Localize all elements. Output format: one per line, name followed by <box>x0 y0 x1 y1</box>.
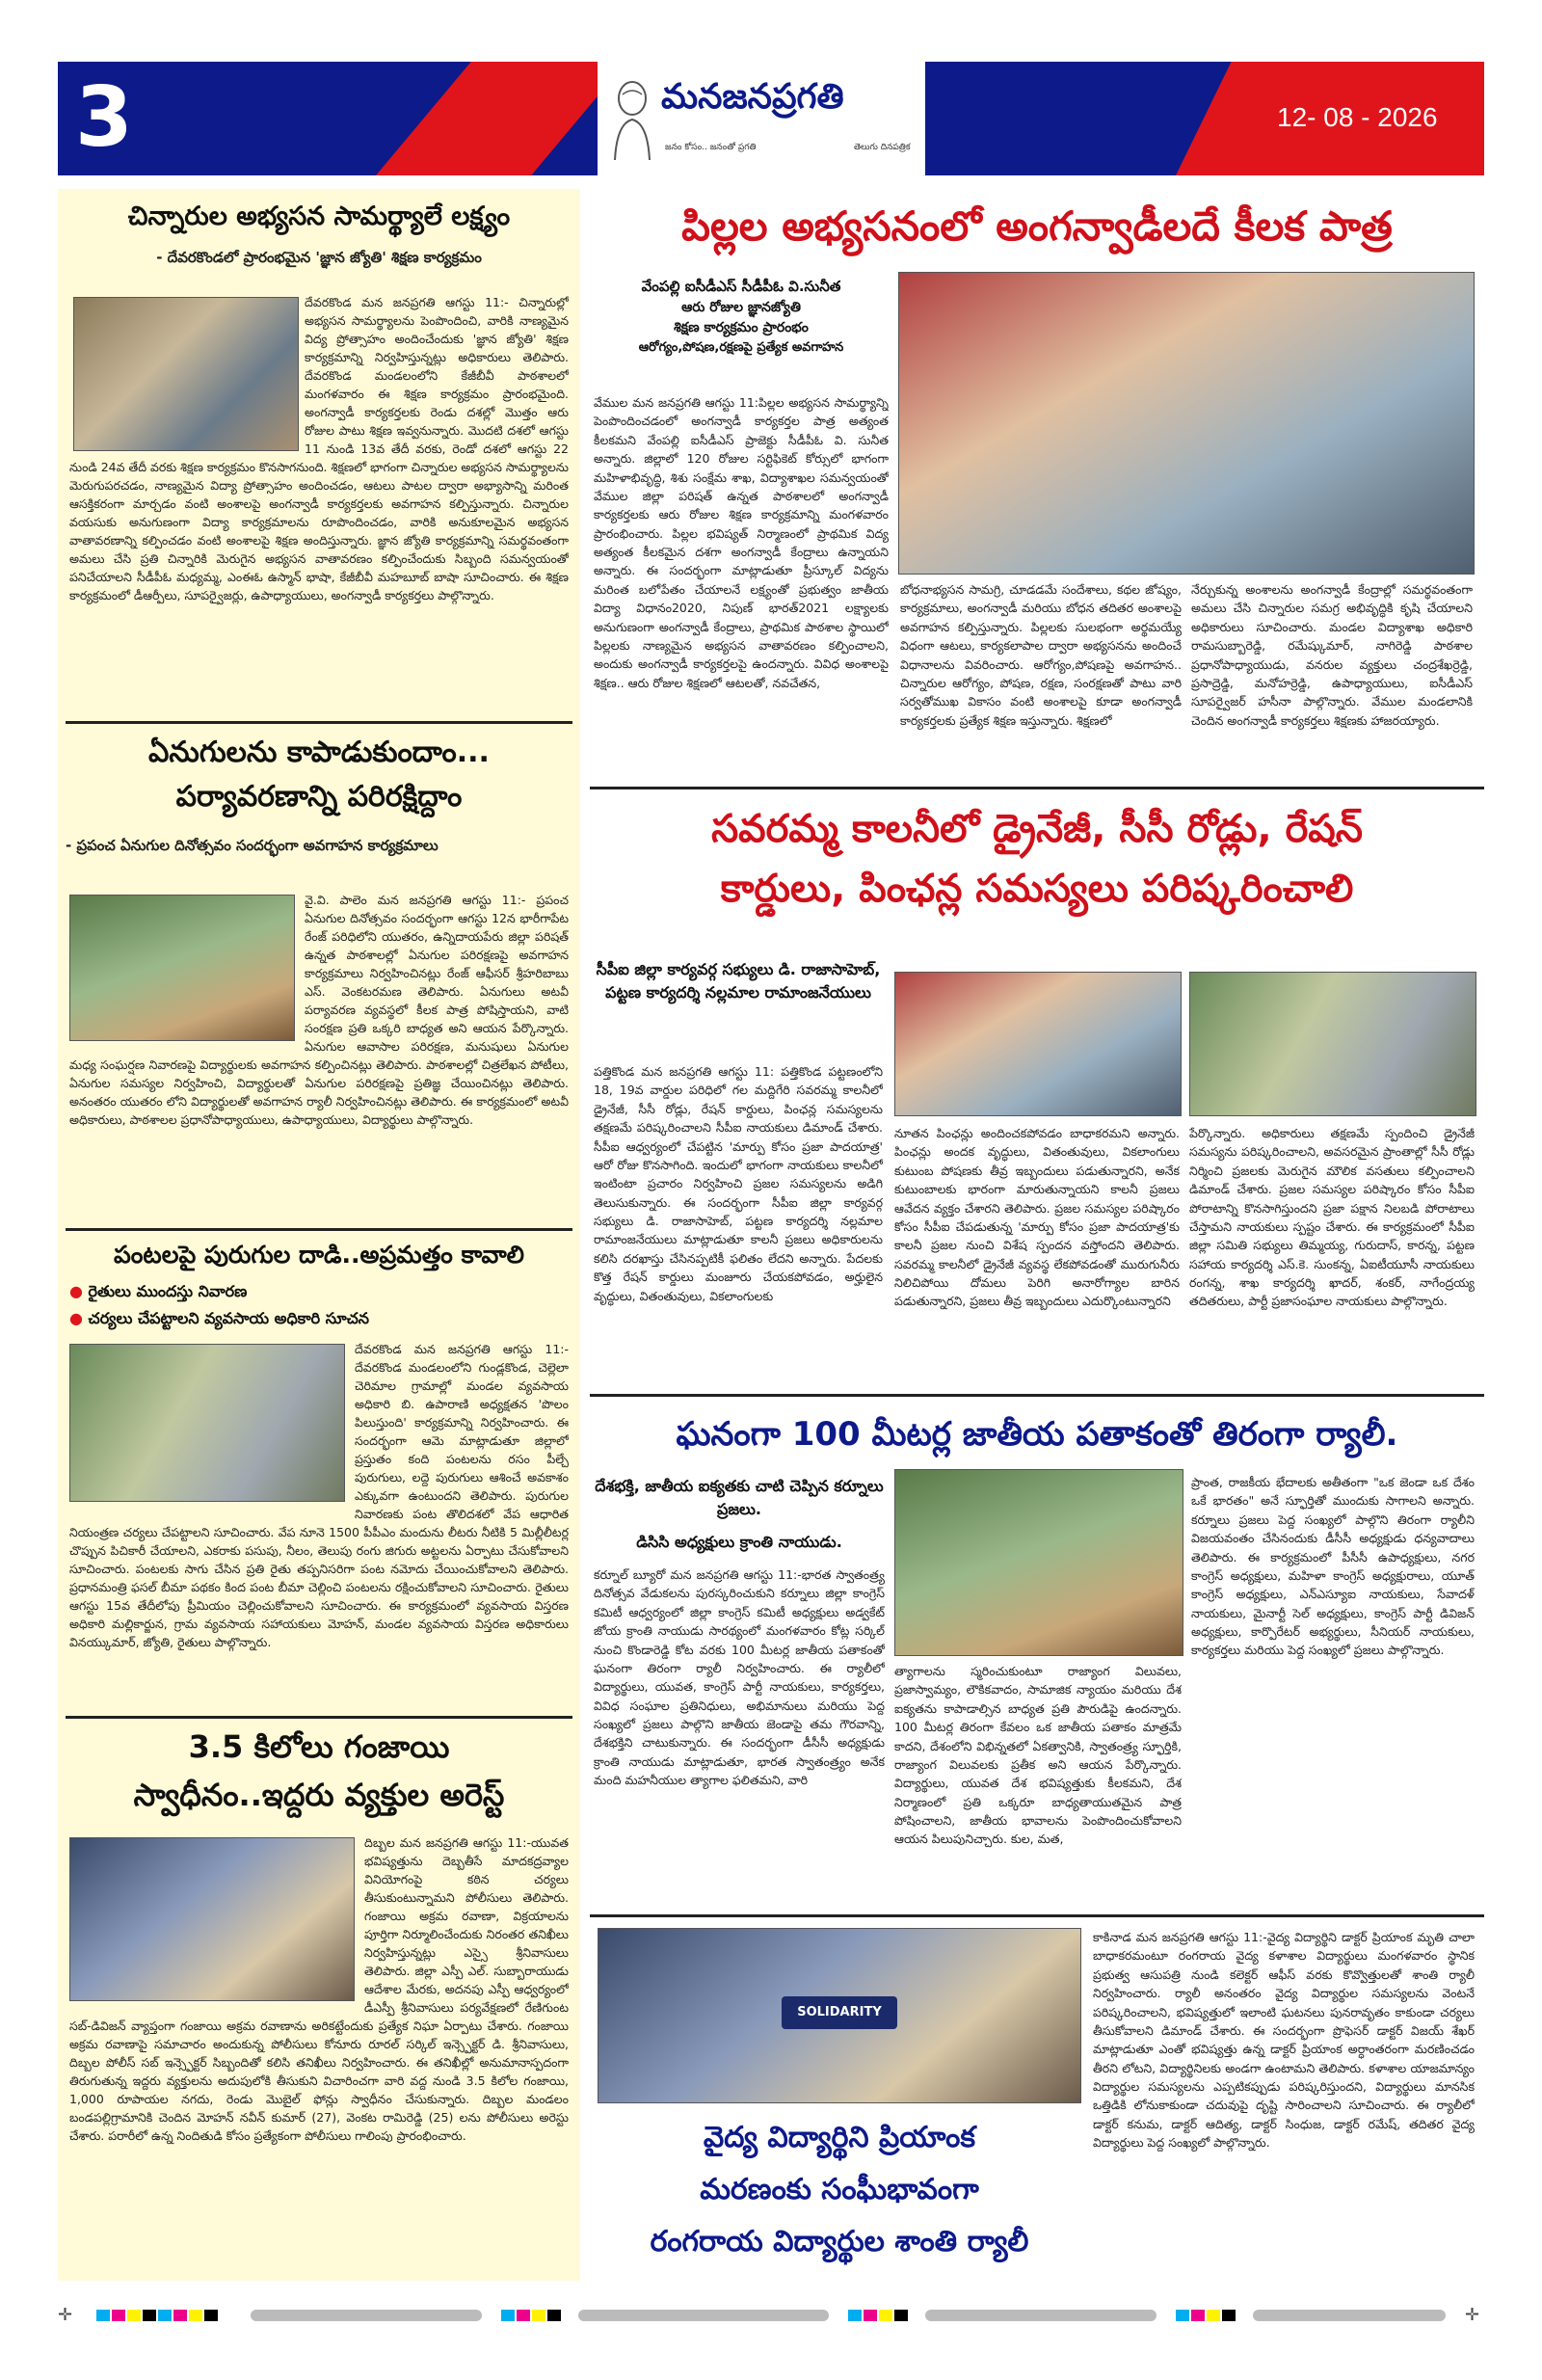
story-column <box>1191 1473 1475 1905</box>
gray-bar <box>578 2310 829 2321</box>
color-swatch <box>517 2310 530 2321</box>
paper-name: మనజనప్రగతి <box>661 77 844 117</box>
story-column <box>594 1062 883 1386</box>
story-body <box>69 1340 569 1708</box>
story-headline: ఏనుగులను కాపాడుకుందాం... <box>148 735 490 769</box>
story-text: వేముల మన జనప్రగతి ఆగస్టు 11:పిల్లల అభ్యసన సామర్థ్యాన్ని పెంపొందించడంలో అంగన్వాడీ కార్యకర్తల పాత్ర అత్యంత కీలకమని వేంపల్లి ఐసీడీఎస్ ప్రాజెక్టు సీడీపీఓ వి. సునీత అన్నారు. జిల్లాలో 120 రోజుల సర్టిఫికెట్ కోర్సులో భాగంగా మహిళాభివృద్ధి, శిశు సంక్షేమ శాఖ, విద్యాశాఖల సమన్వయంతో వేముల జిల్లా పరిషత్ ఉన్నత పాఠశాలలో అంగన్వాడీ కార్యకర్తలకు ఆరు రోజుల శిక్షణ కార్యక్రమాన్ని మంగళవారం ప్రారంభించారు. పిల్లల భవిష్యత్ నిర్మాణంలో ప్రాథమిక విద్య అత్యంత కీలకమైన దశగా అంగన్వాడీ కేంద్రాలు ఉన్నాయని అన్నారు. ఈ సందర్భంగా మాట్లాడుతూ ప్రీస్కూల్ విద్యను మరింత బలోపేతం చేయాలనే లక్ష్యంతో ప్రభుత్వం జాతీయ విద్యా విధానం2020, నిపుణ్ భారత్2021 లక్ష్యాలకు అనుగుణంగా అంగన్వాడీ కేంద్రాలు, ప్రాథమిక పాఠశాల స్థాయిలో పిల్లలకు నాణ్యమైన అభ్యసన వాతావరణం కల్పించాలని, అందుకు అంగన్వాడీ కార్యకర్తలపై ఉందన్నారు. వివిధ అంశాలపై శిక్షణ.. ఆరు రోజుల శిక్షణలో ఆటలతో, నవచేతన, <box>594 395 889 690</box>
solidarity-banner: SOLIDARITY <box>782 1996 897 2029</box>
section-divider <box>590 787 1484 789</box>
news-photo-rally <box>598 1928 1081 2103</box>
color-swatch <box>879 2310 892 2321</box>
story-headline-line2: స్వాధీనం..ఇద్దరు వ్యక్తుల అరెస్ట్ <box>133 1777 505 1813</box>
story-text: కాకినాడ మన జనప్రగతి ఆగస్టు 11:-వైద్య విద్యార్థిని డాక్టర్ ప్రియాంక మృతి చాలా బాధాకరమంటూ రంగరాయ వైద్య కళాశాల విద్యార్థులు మంగళవారం స్థానిక ప్రభుత్వ ఆసుపత్రి నుండి కలెక్టర్ ఆఫీస్ వరకు కొవ్వొత్తులతో శాంతి ర్యాలీ నిర్వహించారు. ర్యాలీ అనంతరం వైద్య విద్యార్థుల సమస్యలను వెంటనే పరిష్కరించాలని, భవిష్యత్తులో ఇలాంటి ఘటనలు పునరావృతం కాకుండా చర్యలు తీసుకోవాలని డిమాండ్ చేశారు. ఈ సందర్భంగా ప్రొఫెసర్ డాక్టర్ విజయ్ శేఖర్ మాట్లాడుతూ ఎంతో భవిష్యత్తు ఉన్న డాక్టర్ ప్రియాంక అర్ధాంతరంగా మరణించడం తీరని లోటని, విద్యార్థినిలకు అండగా ఉంటామని తెలిపారు. కళాశాల యాజమాన్యం విద్యార్థుల సమస్యలను ఎప్పటికప్పుడు పరిష్కరిస్తుందని, విద్యార్థులు మానసిక ఒత్తిడికి లోనుకాకుండా చదువుపై దృష్టి సారించాలని సూచించారు. ఈ ర్యాలీలో డాక్టర్ కనుమ, డాక్టర్ ఆదిత్య, డాక్టర్ సింధుజ, డాక్టర్ రమేష్, తదితర వైద్య విద్యార్థులు పెద్ద సంఖ్యలో పాల్గొన్నారు. <box>1093 1930 1475 2151</box>
story-text: దేవరకొండ మన జనప్రగతి ఆగస్టు 11:-దేవరకొండ మండలంలోని గుండ్లకొండ, చెల్లెలా చెరిమాల గ్రామాల్లో మండల వ్యవసాయ అధికారి బి. ఉపారాణి అధ్యక్షతన 'పొలం పిలుస్తుంది' కార్యక్రమాన్ని నిర్వహించారు. ఈ సందర్భంగా ఆమె మాట్లాడుతూ జిల్లాలో ప్రస్తుతం కంది పంటలను రసం పీల్చే పురుగులు, లద్దె పురుగులు ఆశించే అవకాశం ఎక్కువగా ఉంటుందని తెలిపారు. పురుగుల నివారణకు పంట తొలిదశలో వేప ఆధారిత నియంత్రణ చర్యలు చేపట్టాలని సూచించారు. వేప నూనె 1500 పీపీఎం మందును లీటరు నీటికి 5 మిల్లీలీటర్ల చొప్పున పిచికారీ చేయాలని, ఎకరాకు పసుపు, నీలం, తెలుపు రంగు జిగురు అట్టలను ఏర్పాటు చేసుకోవాలని సూచించారు. పంటలకు సాగు చేసిన ప్రతి రైతు తప్పనిసరిగా పంట నమోదు చేయించుకోవాలని తెలిపారు. ప్రధానమంత్రి ఫసల్ బీమా పథకం కింద పంట బీమా చెల్లించి పంటలను రక్షించుకోవాలని సూచించారు. రైతులు ఆగస్టు 15వ తేదీలోపు ప్రీమియం చెల్లించుకోవాలని సూచించారు. ఈ కార్యక్రమంలో వ్యవసాయ విస్తరణ అధికారి మల్లికార్జున, గ్రామ వ్యవసాయ సహాయకులు మోహన్, మండల వ్యవసాయ విస్తరణ అధికారులు వినయ్కుమార్, జ్యోతి, రైతులు పాల్గొన్నారు. <box>69 1342 569 1649</box>
story-column <box>900 580 1182 775</box>
photo-wrap-spacer <box>69 891 305 1045</box>
story-text: నూతన పింఛన్లు అందించకపోవడం బాధాకరమని అన్నారు. పింఛన్లు అందక వృద్ధులు, వితంతువులు, వికలాంగులు కుటుంబ పోషణకు తీవ్ర ఇబ్బందులు పడుతున్నారని, అనేక కుటుంబాలకు భారంగా మారుతున్నాయని కాలనీ ప్రజలు ఆవేదన వ్యక్తం చేశారని తెలిపారు. ప్రజల సమస్యల పరిష్కారం కోసం సీపీఐ చేపడుతున్న 'మార్పు కోసం ప్రజా పాదయాత్ర'కు కాలనీ ప్రజల నుంచి విశేష స్పందన వస్తోందని తెలిపారు. సవరమ్మ కాలనీలో డ్రైనేజీ వ్యవస్థ లేకపోవడంతో మురుగునీరు నిలిచిపోయి దోమలు పెరిగి అనారోగ్యాల బారిన పడుతున్నారని, ప్రజలు తీవ్ర ఇబ్బందులు ఎదుర్కొంటున్నారని <box>894 1126 1180 1309</box>
color-swatch <box>501 2310 515 2321</box>
photo-wrap-spacer <box>69 1340 355 1506</box>
masthead <box>58 62 1484 175</box>
color-swatch <box>158 2310 172 2321</box>
color-swatch <box>532 2310 545 2321</box>
story-headline: 3.5 కిలోలు గంజాయి <box>188 1728 450 1765</box>
story-subhead: - ప్రపంచ ఏనుగుల దినోత్సవం సందర్భంగా అవగాహన కార్యక్రమాలు <box>66 837 439 854</box>
section-divider <box>66 1228 572 1231</box>
section-divider <box>66 721 572 724</box>
color-swatch <box>112 2310 125 2321</box>
story-text: బోధనాభ్యసన సామగ్రి, చూడడమే సందేశాలు, కథల జోష్యం, కార్యక్రమాలు, అంగన్వాడీ మరియు బోధన తదితర అంశాలపై అవగాహన కల్పిస్తున్నారు. పిల్లలకు సులభంగా అర్థమయ్యే విధంగా ఆటలు, కార్యకలాపాల ద్వారా అభ్యసనను అందించే విధానాలను వివరించారు. ఆరోగ్యం,పోషణపై అవగాహన.. చిన్నారుల ఆరోగ్యం, పోషణ, రక్షణ, సంరక్షణతో పాటు వారి సర్వతోముఖ వికాసం వంటి అంశాలపై కూడా అంగన్వాడీ కార్యకర్తలకు ప్రత్యేక శిక్షణ ఇస్తున్నారు. శిక్షణలో <box>900 582 1182 728</box>
story-column <box>1093 1928 1475 2277</box>
story-column <box>1191 580 1473 775</box>
story-text: కర్నూల్ బ్యూరో మన జనప్రగతి ఆగస్టు 11:-భారత స్వాతంత్ర్య దినోత్సవ వేడుకలను పురస్కరించుకుని కర్నూలు జిల్లా కాంగ్రెస్ కమిటీ ఆధ్వర్యంలో జిల్లా కాంగ్రెస్ కమిటీ అధ్యక్షులు అడ్వకేట్ జోయ క్రాంతి నాయుడు సారథ్యంలో మంగళవారం కోట్ల సర్కిల్ నుంచి కొండారెడ్డి కోట వరకు 100 మీటర్ల జాతీయ పతాకంతో ఘనంగా తిరంగా ర్యాలీ నిర్వహించారు. ఈ ర్యాలీలో విద్యార్థులు, యువత, కాంగ్రెస్ పార్టీ నాయకులు, కార్యకర్తలు, వివిధ సంఘాల ప్రతినిధులు, అభిమానులు మరియు పెద్ద సంఖ్యలో ప్రజలు పాల్గొని జాతీయ జెండాపై తమ గౌరవాన్ని, దేశభక్తిని చాటుకున్నారు. ఈ సందర్భంగా డీసీసీ అధ్యక్షుడు క్రాంతి నాయుడు మాట్లాడుతూ, భారత స్వాతంత్ర్యం అనేక మంది మహనీయుల త్యాగాల ఫలితమని, వారి <box>594 1567 885 1788</box>
gray-bar <box>251 2310 482 2321</box>
story-headline-line2: కార్డులు, పింఛన్ల సమస్యలు పరిష్కరించాలి <box>720 867 1354 911</box>
story-headline: ఘనంగా 100 మీటర్ల జాతీయ పతాకంతో తిరంగా ర్యాలీ. <box>676 1415 1398 1454</box>
story-text: వై.వి. పాలెం మన జనప్రగతి ఆగస్టు 11:- ప్రపంచ ఏనుగుల దినోత్సవం సందర్భంగా ఆగస్టు 12న భారీగాపేట రేంజ్ పరిధిలోని యుతరం, ఉన్నిదాయపేరు జిల్లా పరిషత్ ఉన్నత పాఠశాలల్లో ఏనుగుల పరిరక్షణపై అవగాహన కార్యక్రమాలు నిర్వహించినట్లు రేంజ్ ఆఫీసర్ శ్రీహరిబాబు ఎస్. వెంకటరమణ తెలిపారు. ఏనుగులు అటవీ పర్యావరణ వ్యవస్థలో కీలక పాత్ర పోషిస్తాయని, వాటి సంరక్షణ ప్రతి ఒక్కరి బాధ్యత అని ఆయన పేర్కొన్నారు. ఏనుగుల ఆవాసాల పరిరక్షణ, మనుషులు ఏనుగుల మధ్య సంఘర్షణ నివారణపై విద్యార్థులకు అవగాహన కల్పించినట్లు తెలిపారు. పాఠశాలల్లో చిత్రలేఖన పోటీలు, ఏనుగుల సమస్యల నిర్వహించి, విద్యార్థులతో ఏనుగుల పరిరక్షణపై ప్రతిజ్ఞ చేయించినట్లు తెలిపారు. అనంతరం యుతరం లోని విద్యార్థులతో అవగాహన ర్యాలీ నిర్వహించినట్లు తెలిపారు. ఈ కార్యక్రమంలో అటవీ అధికారులు, పాఠశాలల ప్రధానోపాధ్యాయులు, ఉపాధ్యాయులు, విద్యార్థులు పాల్గొన్నారు. <box>69 893 569 1127</box>
story-column <box>594 1565 885 1905</box>
story-text: పత్తికొండ మన జనప్రగతి ఆగస్టు 11: పత్తికొండ పట్టణంలోని 18, 19వ వార్డుల పరిధిలో గల మద్దిగేరి సవరమ్మ కాలనీలో డ్రైనేజీ, సీసీ రోడ్లు, రేషన్ కార్డులు, పింఛన్ల సమస్యలను తక్షణమే పరిష్కరించాలని సీపీఐ నాయకులు డిమాండ్ చేశారు. సీపీఐ ఆధ్వర్యంలో చేపట్టిన 'మార్పు కోసం ప్రజా పాదయాత్ర' ఆరో రోజు కొనసాగింది. ఇందులో భాగంగా నాయకులు కాలనీలో ఇంటింటా ప్రచారం నిర్వహించి ప్రజల సమస్యలను అడిగి తెలుసుకున్నారు. ఈ సందర్భంగా సీపీఐ జిల్లా కార్యవర్గ సభ్యులు డి. రాజాసాహెబ్, పట్టణ కార్యదర్శి నల్లమాల రామాంజనేయులు మాట్లాడుతూ కాలనీ ప్రజలు అధికారులను కలిసి దరఖాస్తు చేసినప్పటికీ ఫలితం లేదని అన్నారు. పేదలకు కొత్త రేషన్ కార్డులు మంజూరు చేయకపోవడం, అర్హులైన వృద్ధులు, వితంతువులు, వికలాంగులకు <box>594 1064 883 1303</box>
color-swatch <box>894 2310 908 2321</box>
story-bullet <box>69 1309 571 1331</box>
color-swatch <box>96 2310 110 2321</box>
story-bullet <box>69 1282 571 1304</box>
bullet-text: రైతులు ముందస్తు నివారణ <box>88 1282 248 1300</box>
color-swatch <box>848 2310 862 2321</box>
color-swatch <box>547 2310 561 2321</box>
color-swatch <box>1222 2310 1236 2321</box>
photo-wrap-spacer <box>69 1833 364 2005</box>
bullet-text: చర్యలు చేపట్టాలని వ్యవసాయ అధికారి సూచన <box>88 1309 370 1327</box>
story-text: త్యాగాలను స్మరించుకుంటూ రాజ్యాంగ విలువలు, ప్రజాస్వామ్యం, లౌకికవాదం, సామాజిక న్యాయం మరియు దేశ ఐక్యతను కాపాడాల్సిన బాధ్యత ప్రతి పౌరుడిపై ఉందన్నారు. 100 మీటర్ల తిరంగా కేవలం ఒక జాతీయ పతాకం మాత్రమే కాదని, దేశంలోని విభిన్నతలో ఏకత్వానికి, స్వాతంత్ర్య స్ఫూర్తికి, రాజ్యాంగ విలువలకు ప్రతీక అని ఆయన పేర్కొన్నారు. విద్యార్థులు, యువత దేశ భవిష్యత్తుకు కీలకమని, దేశ నిర్మాణంలో ప్రతి ఒక్కరూ బాధ్యతాయుతమైన పాత్ర పోషించాలని, జాతీయ భావాలను పెంపొందించుకోవాలని ఆయన పిలుపునిచ్చారు. కుల, మత, <box>894 1664 1182 1847</box>
paper-logo <box>605 69 916 168</box>
story-text: పేర్కొన్నారు. అధికారులు తక్షణమే స్పందించి డ్రైనేజీ సమస్యను పరిష్కరించాలని, అవసరమైన ప్రాంతాల్లో సీసీ రోడ్లు నిర్మించి ప్రజలకు మెరుగైన మౌలిక వసతులు కల్పించాలని డిమాండ్ చేశారు. ప్రజల సమస్యల పరిష్కారం కోసం సీపీఐ పోరాటాన్ని కొనసాగిస్తుందని ప్రజా పక్షాన నిలబడి పోరాటాలు చేస్తామని నాయకులు స్పష్టం చేశారు. ఈ కార్యక్రమంలో సీపీఐ జిల్లా సమితి సభ్యులు తిమ్మయ్య, గురుదాస్, కారన్న, పట్టణ సహాయ కార్యదర్శి ఎస్.కె. సుంకన్న, ఏఐటీయూసీ నాయకులు రంగన్న, శాఖ కార్యదర్శి ఖాదర్, శంకర్, నాగేంద్రయ్య తదితరులు, పార్టీ ప్రజాసంఘాల నాయకులు పాల్గొన్నారు. <box>1189 1126 1475 1309</box>
story-headline: వైద్య విద్యార్థిని ప్రియాంక <box>703 2121 976 2154</box>
photo-wrap-spacer <box>69 293 305 453</box>
bullet-icon: ● <box>69 1309 89 1327</box>
story-subhead: సీపీఐ జిల్లా కార్యవర్గ సభ్యులు డి. రాజాసాహెబ్, పట్టణ కార్యదర్శి నల్లమాల రామాంజనేయులు <box>596 960 881 1002</box>
color-swatch <box>173 2310 187 2321</box>
story-column <box>594 393 889 775</box>
byline-line: శిక్షణ కార్యక్రమం ప్రారంభం <box>674 319 809 335</box>
gray-bar <box>1253 2310 1446 2321</box>
registration-mark-icon: ✛ <box>58 2305 73 2325</box>
news-photo <box>894 972 1182 1116</box>
section-divider <box>66 1716 572 1719</box>
leader-portrait-icon <box>605 73 659 162</box>
story-subhead: దేశభక్తి, జాతీయ ఐక్యతకు చాటి చెప్పిన కర్నూలు ప్రజలు. <box>595 1477 884 1518</box>
color-swatch <box>1176 2310 1189 2321</box>
color-swatch <box>143 2310 156 2321</box>
color-swatch <box>189 2310 202 2321</box>
byline-line: వేంపల్లి ఐసీడీఎస్ సీడీపీఓ వి.సునీత <box>641 278 841 295</box>
section-divider <box>590 1914 1484 1917</box>
color-swatch <box>864 2310 877 2321</box>
story-text: దిబ్బల మన జనప్రగతి ఆగస్టు 11:-యువత భవిష్యత్తును దెబ్బతీసే మాదకద్రవ్యాల వినియోగంపై కఠిన చర్యలు తీసుకుంటున్నామని పోలీసులు తెలిపారు. గంజాయి అక్రమ రవాణా, విక్రయాలను పూర్తిగా నిర్మూలించేందుకు నిరంతర తనిఖీలు నిర్వహిస్తున్నట్లు ఎస్సై శ్రీనివాసులు తెలిపారు. జిల్లా ఎస్పీ ఎల్. సుబ్బారాయుడు ఆదేశాల మేరకు, అదనపు ఎస్పీ ఆధ్వర్యంలో డీఎస్పీ శ్రీనివాసులు పర్యవేక్షణలో రేణిగుంట సబ్-డివిజన్ వ్యాప్తంగా గంజాయి అక్రమ రవాణాను అరికట్టేందుకు ప్రత్యేక నిఘా ఏర్పాటు చేశారు. గంజాయి అక్రమ రవాణాపై సమాచారం అందుకున్న పోలీసులు కోనూరు రూరల్ సర్కిల్ ఇన్స్పెక్టర్ డి. శ్రీనివాసులు, దిబ్బల పోలీస్ సబ్ ఇన్స్పెక్టర్ సిబ్బందితో కలిసి తనిఖీలు నిర్వహించారు. ఈ తనిఖీల్లో అనుమానాస్పదంగా తిరుగుతున్న ఇద్దరు వ్యక్తులను అదుపులోకి తీసుకుని విచారించగా వారి వద్ద నుండి 3.5 కిలోల గంజాయి, 1,000 రూపాయల నగదు, రెండు మొబైల్ ఫోన్లు స్వాధీనం చేసుకున్నారు. దిబ్బల మండలం బండపల్లిగ్రామానికి చెందిన మోహన్ నవీన్ కుమార్ (27), వెంకట రామిరెడ్డి (25) లను పోలీసులు అరెస్టు చేశారు. పరారీలో ఉన్న నిందితుడి కోసం ప్రత్యేకంగా పోలీసులు గాలింపు ప్రారంభించారు. <box>69 1835 569 2143</box>
news-photo <box>894 1469 1183 1656</box>
byline-line: ఆరు రోజుల జ్ఞానజ్యోతి <box>681 299 801 315</box>
registration-mark-icon: ✛ <box>1465 2305 1480 2325</box>
story-headline: పంటలపై పురుగుల దాడి..అప్రమత్తం కావాలి <box>113 1241 524 1269</box>
story-headline: సవరమ్మ కాలనీలో డ్రైనేజీ, సీసీ రోడ్లు, రేషన్ <box>711 807 1363 851</box>
color-swatch <box>204 2310 218 2321</box>
story-text: ప్రాంత, రాజకీయ భేదాలకు అతీతంగా "ఒక జెండా ఒక దేశం ఒకే భారతం" అనే స్ఫూర్తితో ముందుకు సాగాలని అన్నారు. కర్నూలు ప్రజలు పెద్ద సంఖ్యలో పాల్గొని తిరంగా ర్యాలీని విజయవంతం చేసినందుకు డీసీసీ అధ్యక్షుడు ధన్యవాదాలు తెలిపారు. ఈ కార్యక్రమంలో పీసీసీ ఉపాధ్యక్షులు, నగర కాంగ్రెస్ అధ్యక్షులు, మహిళా కాంగ్రెస్ అధ్యక్షురాలు, యూత్ కాంగ్రెస్ అధ్యక్షులు, ఎన్ఎస్యూఐ నాయకులు, సేవాదళ్ నాయకులు, మైనార్టీ సెల్ అధ్యక్షులు, కాంగ్రెస్ పార్టీ డివిజన్ అధ్యక్షులు, కార్పొరేటర్ అభ్యర్థులు, సీనియర్ నాయకులు, కార్యకర్తలు మరియు పెద్ద సంఖ్యలో ప్రజలు పాల్గొన్నారు. <box>1191 1475 1475 1658</box>
story-body <box>69 1833 569 2273</box>
news-photo <box>1189 972 1476 1116</box>
color-swatch <box>1207 2310 1220 2321</box>
byline-line: ఆరోగ్యం,పోషణ,రక్షణపై ప్రత్యేక అవగాహన <box>638 339 844 355</box>
story-headline: చిన్నారుల అభ్యసన సామర్థ్యాలే లక్ష్యం <box>127 201 511 231</box>
story-headline-line2: మరణంకు సంఘీభావంగా <box>700 2173 979 2206</box>
story-subhead: - దేవరకొండలో ప్రారంభమైన 'జ్ఞాన జ్యోతి' శిక్షణ కార్యక్రమం <box>156 249 482 266</box>
story-headline: పిల్లల అభ్యసనంలో అంగన్వాడీలదే కీలక పాత్ర <box>681 202 1393 250</box>
color-swatch <box>127 2310 141 2321</box>
section-divider <box>590 1394 1484 1397</box>
story-headline-line3: రంగరాయ విద్యార్థుల శాంతి ర్యాలీ <box>650 2225 1029 2259</box>
news-photo-large <box>898 272 1475 575</box>
left-column <box>58 189 580 2281</box>
print-registration-strip <box>58 2306 1484 2325</box>
story-column <box>894 1662 1182 1905</box>
story-headline-line2: పర్యావరణాన్ని పరిరక్షిద్దాం <box>175 780 463 814</box>
story-text: దేవరకొండ మన జనప్రగతి ఆగస్టు 11:- చిన్నారుల్లో అభ్యసన సామర్థ్యాలను పెంపొందించి, వారికి నాణ్యమైన విద్య ప్రోత్సాహం అందించేందుకు 'జ్ఞాన జ్యోతి' శిక్షణ కార్యక్రమాన్ని నిర్వహిస్తున్నట్లు అధికారులు తెలిపారు. దేవరకొండ మండలంలోని కేజీబీవీ పాఠశాలలో మంగళవారం ఈ శిక్షణ కార్యక్రమం ప్రారంభమైంది. అంగన్వాడీ కార్యకర్తలకు రెండు దశల్లో మొత్తం ఆరు రోజుల పాటు శిక్షణ ఇవ్వనున్నారు. మొదటి దశలో ఆగస్టు 11 నుండి 13వ తేదీ వరకు, రెండో దశలో ఆగస్టు 22 నుండి 24వ తేదీ వరకు శిక్షణ కార్యక్రమం కొనసాగనుంది. శిక్షణలో భాగంగా చిన్నారుల అభ్యసన సామర్థ్యాలను మెరుగుపరచడం, నాణ్యమైన విద్యా ప్రోత్సాహం అందించడం, ఆటలు పాటల ద్వారా అభ్యాసాన్ని మరింత ఆసక్తికరంగా మార్చడం వంటి అంశాలపై అంగన్వాడీ కార్యకర్తలకు అవగాహన కల్పిస్తున్నారు. చిన్నారుల వయసుకు అనుగుణంగా విద్యా కార్యక్రమాలను రూపొందించడం, వారికి అనుకూలమైన అభ్యసన వాతావరణాన్ని కల్పించడం వంటి అంశాలపై శిక్షణ అందిస్తున్నారు. జ్ఞాన జ్యోతి కార్యక్రమాన్ని సమర్థవంతంగా అమలు చేసి ప్రతి చిన్నారికి మెరుగైన అభ్యసన వాతావరణం కల్పించేందుకు సిబ్బంది సమన్వయంతో పనిచేయాలని సీడీపీఓ మధ్యమ్మ, ఎంఈఓ ఉస్మాన్ భాషా, కేజీబీవీ మహబూబ్ బాషా సూచించారు. ఈ శిక్షణ కార్యక్రమంలో డీఆర్పీలు, సూపర్వైజర్లు, ఉపాధ్యాయులు, అంగన్వాడీ కార్యకర్తలు పాల్గొన్నారు. <box>69 295 569 602</box>
story-body <box>69 891 569 1220</box>
story-subhead: డిసిసి అధ్యక్షులు క్రాంతి నాయుడు. <box>636 1533 842 1551</box>
gray-bar <box>925 2310 1156 2321</box>
story-body <box>69 293 569 713</box>
paper-tagline-right: తెలుగు దినపత్రిక <box>854 143 911 152</box>
issue-date: 12- 08 - 2026 <box>1277 102 1438 132</box>
story-column <box>1189 1124 1475 1386</box>
page-number: 3 <box>75 69 133 166</box>
bullet-icon: ● <box>69 1282 89 1300</box>
story-text: నేర్చుకున్న అంశాలను అంగన్వాడీ కేంద్రాల్లో సమర్థవంతంగా అమలు చేసి చిన్నారుల సమగ్ర అభివృద్ధికి కృషి చేయాలని అధికారులు సూచించారు. మండల విద్యాశాఖ అధికారి రామసుబ్బారెడ్డి, రమేష్కుమార్, నాగిరెడ్డి పాఠశాల ప్రధానోపాధ్యాయుడు, వనరుల వ్యక్తులు చంద్రశేఖర్రెడ్డి, ప్రసాద్రెడ్డి, మనోహర్రెడ్డి, ఉపాధ్యాయులు, ఐసీడీఎస్ సూపర్వైజర్ హసీనా పాల్గొన్నారు. వేముల మండలానికి చెందిన అంగన్వాడీ కార్యకర్తలు శిక్షణకు హాజరయ్యారు. <box>1191 582 1473 728</box>
story-column <box>894 1124 1180 1386</box>
color-swatch <box>1191 2310 1205 2321</box>
paper-tagline: జనం కోసం.. జనంతో ప్రగతి <box>665 143 757 152</box>
